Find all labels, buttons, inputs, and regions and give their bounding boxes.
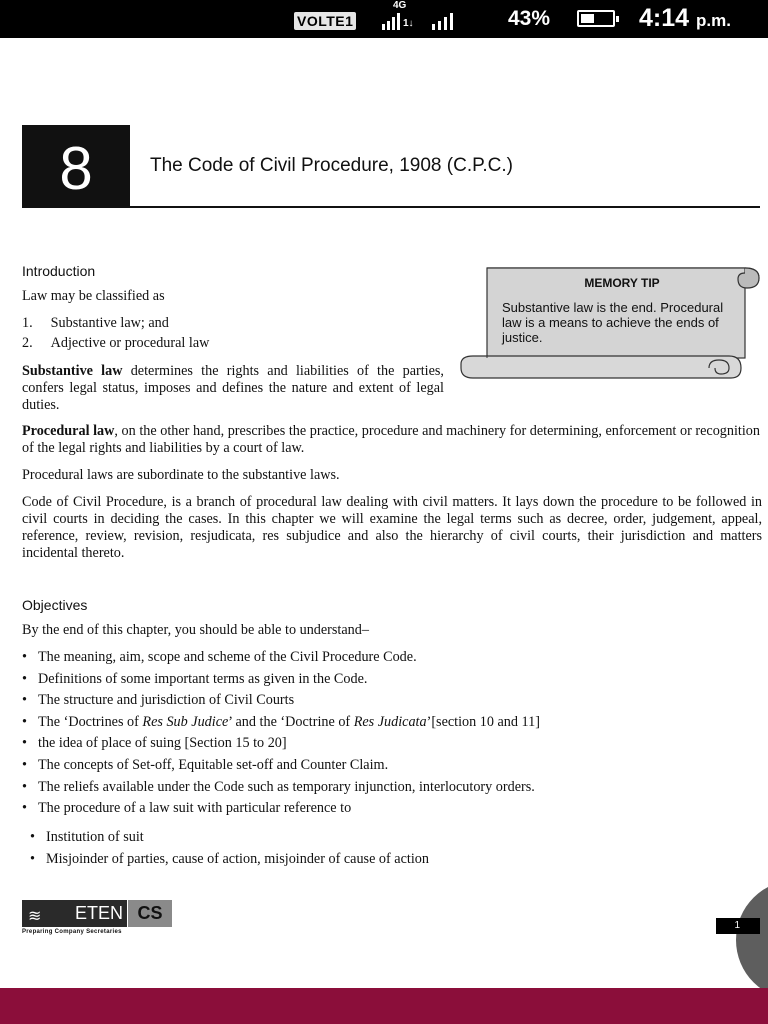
wifi-icon: ≋ bbox=[28, 908, 42, 925]
bottom-bar bbox=[0, 988, 768, 1024]
list-item: • The concepts of Set-off, Equitable set-off and Counter Claim. bbox=[22, 755, 762, 777]
logo-cs: CS bbox=[128, 900, 172, 927]
subordinate-text: Procedural laws are subordinate to the substantive laws. bbox=[22, 467, 340, 483]
classification-item-1: 1. Substantive law; and bbox=[22, 315, 169, 331]
classified-text: Law may be classified as bbox=[22, 288, 165, 304]
clock: 4:14 p.m. bbox=[639, 4, 731, 32]
logo-eten: ≋ ETEN bbox=[22, 900, 127, 927]
eten-cs-logo bbox=[22, 900, 172, 938]
battery-icon bbox=[577, 10, 615, 27]
battery-percent: 43% bbox=[508, 7, 551, 30]
list-item: • The ‘Doctrines of Res Sub Judice’ and the ‘Doctrine of Res Judicata’[section 10 and 11] bbox=[22, 712, 762, 734]
substantive-law-paragraph: Substantive law determines the rights and liabilities of the parties, confers legal status, imposes and defines the nature and extent of legal duties. bbox=[22, 363, 444, 413]
list-item: • The meaning, aim, scope and scheme of the Civil Procedure Code. bbox=[22, 647, 762, 669]
chapter-title: The Code of Civil Procedure, 1908 (C.P.C.) bbox=[150, 155, 513, 176]
memory-tip-body: Substantive law is the end. Procedural law is a means to achieve the ends of justice. bbox=[502, 300, 724, 345]
list-item: • Institution of suit bbox=[30, 827, 760, 849]
list-item: • Definitions of some important terms as given in the Code. bbox=[22, 669, 762, 691]
objectives-list bbox=[22, 647, 762, 820]
list-item: • The reliefs available under the Code such as temporary injunction, interlocutory orders. bbox=[22, 777, 762, 799]
chapter-number: 8 bbox=[22, 125, 130, 208]
page-number: 1 bbox=[716, 918, 760, 934]
volte-badge: VOLTE1 bbox=[294, 12, 356, 30]
network-type: 4G bbox=[393, 0, 407, 11]
list-item: • Misjoinder of parties, cause of action, misjoinder of cause of action bbox=[30, 849, 760, 871]
cpc-paragraph: Code of Civil Procedure, is a branch of procedural law dealing with civil matters. It lays down the procedure to be followed in civil courts in deciding the cases. In this chapter we will examine the legal terms such as decree, order, judgement, appeal, reference, review, revision, resjudicata, res subjudice and also the hierarchy of civil courts, their jurisdiction and matters incidental thereto. bbox=[22, 494, 762, 561]
objectives-heading: Objectives bbox=[22, 597, 88, 613]
procedural-law-paragraph: Procedural law, on the other hand, prescribes the practice, procedure and machinery for determining, enforcement or recognition of the legal rights and liabilities by a court of law. bbox=[22, 423, 760, 456]
signal-icon-2 bbox=[432, 12, 462, 30]
objectives-intro: By the end of this chapter, you should be able to understand– bbox=[22, 622, 369, 638]
memory-tip-title: MEMORY TIP bbox=[584, 276, 660, 290]
introduction-heading: Introduction bbox=[22, 263, 96, 279]
classification-item-2: 2. Adjective or procedural law bbox=[22, 335, 210, 351]
page-curl-shadow[interactable] bbox=[736, 880, 768, 1000]
memory-tip-content bbox=[502, 276, 742, 345]
list-item: • the idea of place of suing [Section 15 to 20] bbox=[22, 733, 762, 755]
list-item: • The procedure of a law suit with particular reference to bbox=[22, 798, 762, 820]
list-item: • The structure and jurisdiction of Civil Courts bbox=[22, 690, 762, 712]
objectives-sublist bbox=[30, 827, 760, 870]
signal-icon: 1↓ bbox=[382, 12, 426, 30]
status-bar bbox=[0, 0, 768, 38]
logo-tagline: Preparing Company Secretaries bbox=[22, 929, 122, 935]
chapter-divider bbox=[130, 206, 760, 208]
